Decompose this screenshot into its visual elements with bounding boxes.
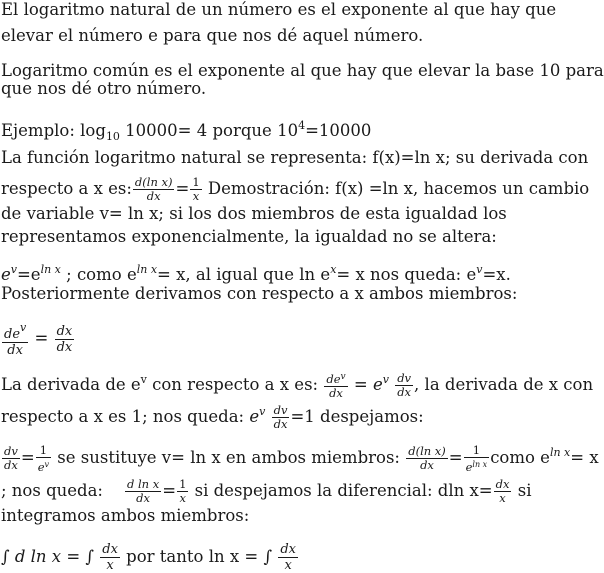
example-log: log xyxy=(80,121,106,140)
fraction-numerator: dx xyxy=(495,477,510,491)
paragraph-1-line-2: elevar el número e para que nos dé aquel número. xyxy=(1,26,424,45)
p5-l3-c: = x xyxy=(570,448,599,467)
fraction-denominator: x xyxy=(499,491,506,505)
example-base: 10 xyxy=(105,130,120,143)
de-v-over-dx-fraction xyxy=(324,371,347,400)
integral-lhs: ∫ d ln x = ∫ xyxy=(1,547,95,566)
e-symbol: e xyxy=(249,407,260,426)
p5-l2-b: =1 despejamos: xyxy=(290,407,424,426)
fraction-numerator: dv xyxy=(4,444,18,458)
fraction-numerator: 1 xyxy=(192,175,200,189)
exp-x: x xyxy=(330,263,337,276)
paragraph-2-line-1: Logaritmo común es el exponente al que hay que elevar la base 10 para xyxy=(1,61,604,80)
de-text: de xyxy=(4,327,21,342)
paragraph-4-line-1: La función logaritmo natural se representa: f(x)=ln x; su derivada con xyxy=(1,148,589,167)
p4-l5-d: = x nos queda: e xyxy=(336,265,477,284)
p4-l5-b: ; como e xyxy=(60,265,137,284)
paragraph-5-line-3: $\frac{dv}{dx}$ = $\frac{1}{e^v}$ se sustituye v= ln x en ambos miembros: $\frac{\text{d(ln x)}}{dx}$ = $\frac{1}{e^{ln x}}$ como $e^{ln x}= x$ xyxy=(4,442,599,474)
p5-l4-a: ; nos queda: xyxy=(1,481,103,500)
de-v-over-dx-fraction xyxy=(2,320,28,358)
fraction-numerator: dx xyxy=(280,542,296,557)
fraction-denominator: dx xyxy=(420,458,434,472)
fraction-denominator: dx xyxy=(273,417,288,431)
fraction-numerator: dv xyxy=(273,403,288,417)
fraction-denominator: x xyxy=(192,189,200,203)
paragraph-4-line-2: respecto a x es: $\frac{\text{d(ln x)}}{dx}$ = $\frac{1}{x}$ Demostración: f(x) =ln x, hacemos un cambio xyxy=(1,175,590,203)
one-over-e-ln-x-fraction xyxy=(464,444,490,474)
fraction-denominator xyxy=(464,458,490,474)
fraction-denominator: dx xyxy=(7,343,23,358)
e-symbol: e xyxy=(372,375,383,394)
fraction-denominator: x xyxy=(106,558,114,573)
fraction-numerator: d ln x xyxy=(126,477,160,491)
p4-l5-a: =e xyxy=(16,265,41,284)
exp-ln-x: ln x xyxy=(549,446,571,459)
dv-over-dx-fraction xyxy=(272,404,290,431)
one-over-x-fraction xyxy=(190,176,201,203)
exp-v: v xyxy=(340,372,346,382)
p5-l1-b: con respecto a x es: xyxy=(146,375,324,394)
fraction-denominator xyxy=(36,458,51,474)
derivative-ln-x-fraction xyxy=(406,445,448,472)
p5-l4-c: si xyxy=(512,481,532,500)
p4-l2-start: respecto a x es: xyxy=(1,179,132,198)
paragraph-1-line-1: El logaritmo natural de un número es el exponente al que hay que xyxy=(1,0,557,19)
fraction-numerator: d(ln x) xyxy=(134,175,173,189)
p4-l5-e: =x. xyxy=(482,265,511,284)
exp-v: v xyxy=(20,321,27,334)
derivative-ln-x-fraction xyxy=(133,176,175,203)
e-symbol: e xyxy=(37,459,45,474)
example-mid: 10000= 4 porque 10 xyxy=(119,121,299,140)
fraction-numerator xyxy=(324,371,347,387)
paragraph-5-line-1: La derivada de $e^v$ con respecto a x es: $\frac{de^v}{dx}$ = $e^v$ $\frac{dv}{dx}$ , la derivada de x con xyxy=(1,371,594,400)
paragraph-5-line-2 xyxy=(1,402,424,431)
fraction-numerator: dv xyxy=(397,371,412,385)
fraction-numerator: d(ln x) xyxy=(408,444,446,458)
p5-l1-c: , la derivada de x con xyxy=(414,375,594,394)
paragraph-4-line-3: de variable v= ln x; si los dos miembros de esta igualdad los xyxy=(1,204,507,223)
exp-ln-x: ln x xyxy=(136,263,158,276)
dx-over-dx-fraction xyxy=(55,324,75,355)
paragraph-5-line-5: integramos ambos miembros: xyxy=(1,506,250,525)
fraction-denominator: x xyxy=(284,558,292,573)
p5-l3-a: se sustituye v= ln x en ambos miembros: xyxy=(52,448,406,467)
exp-v: v xyxy=(44,459,50,469)
dv-over-dx-fraction xyxy=(2,445,20,472)
fraction-numerator: 1 xyxy=(179,477,187,491)
exp-v: v xyxy=(10,263,17,276)
one-over-x-fraction xyxy=(177,478,188,505)
fraction-denominator: dx xyxy=(329,386,343,400)
p5-l3-b: como e xyxy=(490,448,550,467)
fraction-denominator: dx xyxy=(397,385,412,399)
example-prefix: Ejemplo: xyxy=(1,121,81,140)
fraction-numerator: 1 xyxy=(464,444,490,458)
fraction-numerator xyxy=(2,320,28,343)
e-symbol: e xyxy=(465,459,473,474)
fraction-numerator: dx xyxy=(56,323,73,339)
exp-v: v xyxy=(259,405,266,418)
dx-over-x-fraction xyxy=(278,542,298,573)
equation-derivative: $\frac{de^v}{dx}$ = $\frac{dx}{dx}$ xyxy=(4,321,73,358)
paragraph-4-line-6: Posteriormente derivamos con respecto a x ambos miembros: xyxy=(1,284,518,303)
fraction-denominator: dx xyxy=(146,189,161,203)
p4-l5-c: = x, al igual que ln e xyxy=(157,265,331,284)
p5-l2-a: respecto a x es 1; nos queda: xyxy=(1,407,250,426)
example-end: =10000 xyxy=(305,121,372,140)
one-over-e-v-fraction xyxy=(36,444,51,474)
dv-over-dx-fraction xyxy=(395,372,413,399)
p4-l2-end: Demostración: f(x) =ln x, hacemos un cambio xyxy=(202,179,590,198)
exp-v: v xyxy=(140,373,147,386)
p5-l1-a: La derivada de e xyxy=(1,375,141,394)
fraction-numerator: dx xyxy=(102,542,118,557)
p5-l4-b: si despejamos la diferencial: dln x= xyxy=(189,481,493,500)
equation-integral xyxy=(1,542,299,573)
dx-over-x-fraction xyxy=(494,478,512,505)
fraction-denominator: x xyxy=(179,491,186,505)
paragraph-4-line-4: representamos exponencialmente, la igualdad no se altera: xyxy=(1,227,497,246)
exp-v: v xyxy=(476,263,483,276)
dx-over-x-fraction xyxy=(100,542,120,573)
paragraph-5-line-4: ; nos queda: $\frac{\text{d ln x}}{dx}$ = $\frac{1}{x}$ si despejamos la diferencial: dln x= $\frac{dx}{x}$ si xyxy=(1,477,532,505)
exp-ln-x: ln x xyxy=(40,263,61,276)
fraction-denominator: dx xyxy=(56,339,73,355)
integral-rhs: por tanto ln x = ∫ xyxy=(120,547,273,566)
e-symbol: e xyxy=(1,265,11,284)
fraction-numerator: 1 xyxy=(36,444,51,458)
example-line xyxy=(1,116,371,147)
exp-v: v xyxy=(382,373,389,386)
paragraph-4-line-5 xyxy=(1,260,511,285)
fraction-denominator: dx xyxy=(136,491,151,505)
d-ln-x-over-dx-fraction xyxy=(125,478,161,505)
de-text: de xyxy=(326,372,341,386)
exp-ln-x: ln x xyxy=(472,459,488,469)
fraction-denominator: dx xyxy=(4,458,18,472)
paragraph-2-line-2: que nos dé otro número. xyxy=(1,79,207,98)
example-exponent: 4 xyxy=(298,119,306,132)
